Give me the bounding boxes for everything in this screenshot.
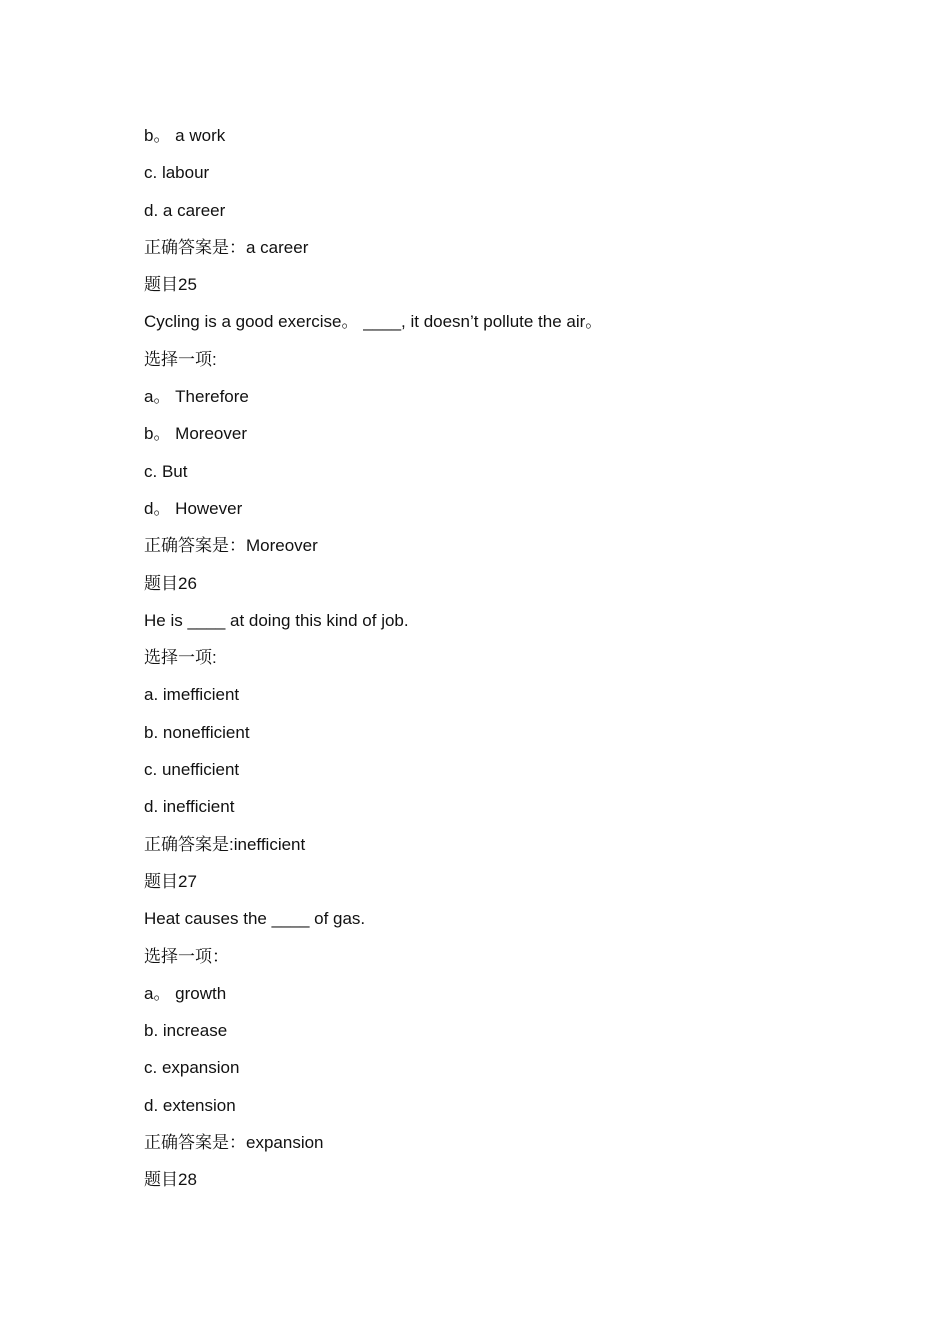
option-b: b。 Moreover xyxy=(144,424,247,444)
choose-one-label: 选择一项： xyxy=(144,946,229,966)
option-d: d. a career xyxy=(144,200,226,220)
option-b: b. increase xyxy=(144,1021,228,1041)
option-a: a。 Therefore xyxy=(144,387,249,407)
question-text: Cycling is a good exercise。 ____, it doesn’t pollute the air。 xyxy=(144,312,603,332)
choose-one-label: 选择一项: xyxy=(144,349,217,369)
question-number: 题目25 xyxy=(144,275,197,295)
question-text: Heat causes the ____ of gas. xyxy=(144,909,366,929)
option-a: a。 growth xyxy=(144,983,227,1003)
correct-answer: 正确答案是：expansion xyxy=(144,1133,324,1153)
quiz-content xyxy=(144,122,844,1204)
question-number: 题目26 xyxy=(144,573,197,593)
option-c: c. labour xyxy=(144,163,210,183)
option-d: d. extension xyxy=(144,1095,236,1115)
question-number: 题目27 xyxy=(144,871,197,891)
option-a: a. imefficient xyxy=(144,685,240,705)
question-number: 题目28 xyxy=(144,1170,197,1190)
correct-answer: 正确答案是：Moreover xyxy=(144,536,318,556)
option-c: c. unefficient xyxy=(144,760,240,780)
option-c: c. But xyxy=(144,461,188,481)
option-d: d. inefficient xyxy=(144,797,235,817)
option-c: c. expansion xyxy=(144,1058,240,1078)
question-text: He is ____ at doing this kind of job. xyxy=(144,610,409,630)
correct-answer: 正确答案是:inefficient xyxy=(144,834,306,854)
choose-one-label: 选择一项: xyxy=(144,648,217,668)
option-b: b. nonefficient xyxy=(144,722,250,742)
option-b: b。 a work xyxy=(144,126,226,145)
correct-answer: 正确答案是：a career xyxy=(144,237,309,257)
option-d: d。 However xyxy=(144,498,243,518)
